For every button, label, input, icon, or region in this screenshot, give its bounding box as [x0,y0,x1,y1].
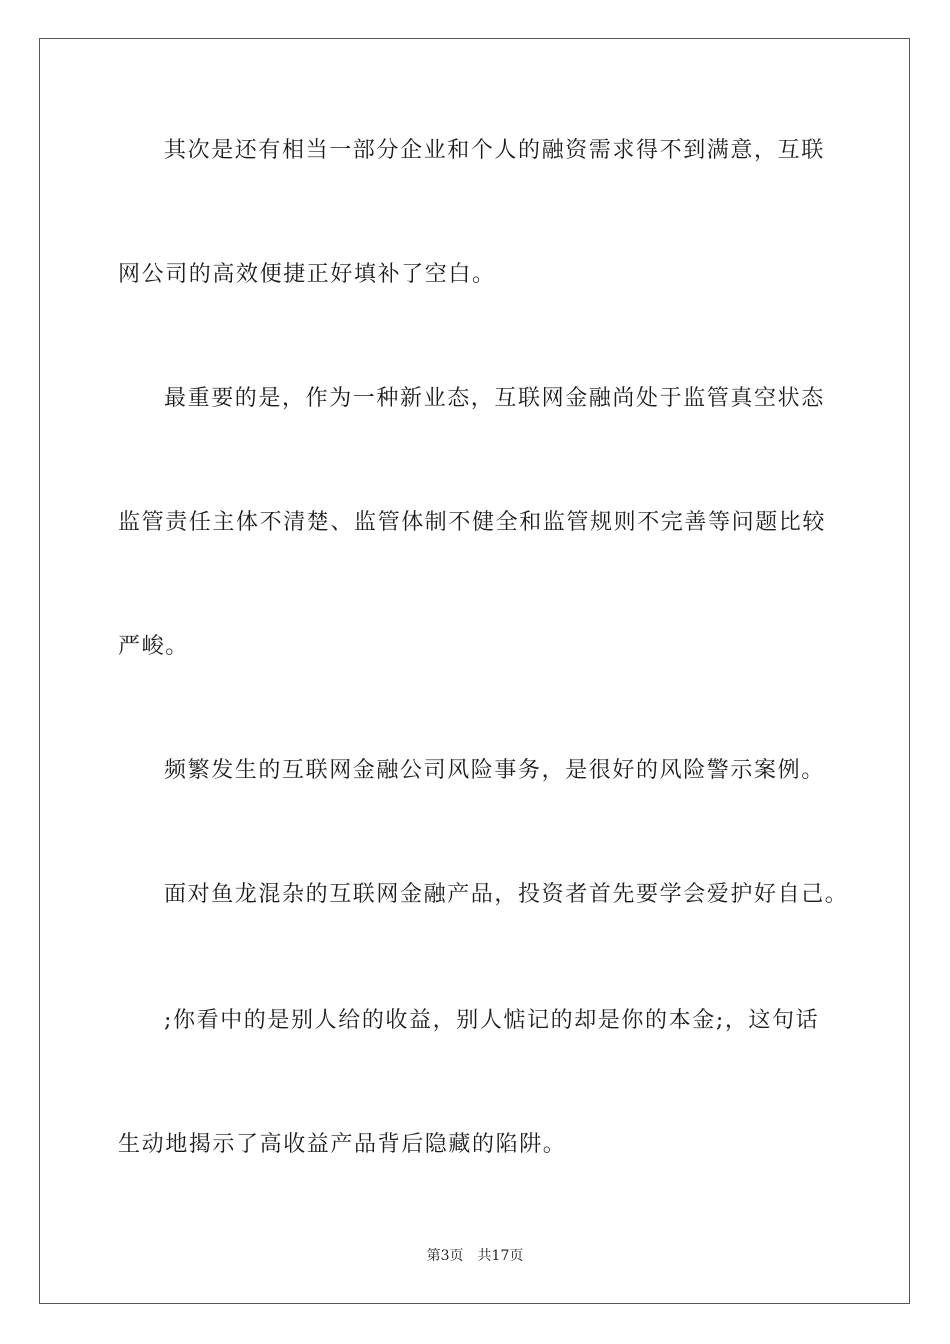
paragraph-line-3: 最重要的是，作为一种新业态，互联网金融尚处于监管真空状态 [164,386,825,411]
paragraph-line-8: ;你看中的是别人给的收益，别人惦记的却是你的本金;，这句话 [164,1008,820,1033]
paragraph-line-7: 面对鱼龙混杂的互联网金融产品，投资者首先要学会爱护好自己。 [164,882,849,907]
page-total: 共17页 [477,1248,524,1264]
paragraph-line-5: 严峻。 [118,634,189,659]
page-number: 第3页 [426,1248,464,1264]
paragraph-line-4: 监管责任主体不清楚、监管体制不健全和监管规则不完善等问题比较 [118,510,827,535]
page-border [39,38,910,1304]
paragraph-line-6: 频繁发生的互联网金融公司风险事务，是很好的风险警示案例。 [164,758,825,783]
paragraph-line-2: 网公司的高效便捷正好填补了空白。 [118,262,496,287]
page-footer [0,1247,950,1265]
paragraph-line-9: 生动地揭示了高收益产品背后隐藏的陷阱。 [118,1132,567,1157]
paragraph-line-1: 其次是还有相当一部分企业和个人的融资需求得不到满意，互联 [164,138,825,163]
